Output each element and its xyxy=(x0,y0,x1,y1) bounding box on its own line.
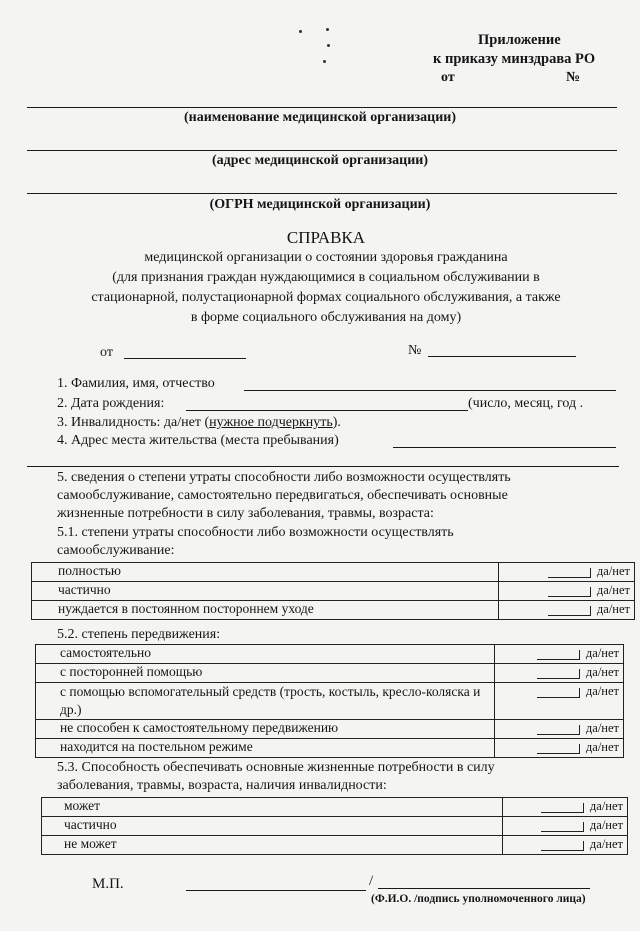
answer-cell[interactable] xyxy=(495,683,624,720)
answer-yes-no: да/нет xyxy=(585,721,619,735)
org-ogrn-label: (ОГРН медицинской организации) xyxy=(209,197,431,212)
table-row xyxy=(36,720,624,739)
table-row xyxy=(36,664,624,683)
table-row xyxy=(36,645,624,664)
answer-cell[interactable] xyxy=(495,720,624,739)
title-line-2: (для признания граждан нуждающимися в социальном обслуживании в xyxy=(112,270,540,285)
title-line-4: в форме социального обслуживания на дому) xyxy=(190,310,462,325)
answer-box[interactable] xyxy=(537,688,580,698)
order-reference: к приказу минздрава РО xyxy=(433,51,596,67)
mobility-option: с посторонней помощью xyxy=(36,664,495,683)
scan-speck xyxy=(326,28,329,31)
answer-yes-no: да/нет xyxy=(585,684,619,698)
answer-yes-no: да/нет xyxy=(589,799,623,813)
stamp-label: М.П. xyxy=(92,876,124,892)
mobility-option: находится на постельном режиме xyxy=(36,739,495,758)
field-address-label: 4. Адрес места жительства (места пребывания) xyxy=(57,433,339,448)
self-care-option: полностью xyxy=(32,563,499,582)
section51-title-1: 5.1. степени утраты способности либо возможности осуществлять xyxy=(57,525,454,540)
org-name-line xyxy=(27,107,617,108)
certificate-number-label: № xyxy=(408,343,422,358)
answer-box[interactable] xyxy=(537,725,580,735)
answer-cell[interactable] xyxy=(499,563,635,582)
signature-field[interactable] xyxy=(378,888,590,889)
title-line-3: стационарной, полустационарной формах социального обслуживания, а также xyxy=(91,290,561,305)
mobility-option: не способен к самостоятельному передвижению xyxy=(36,720,495,739)
field-birth-date-input[interactable] xyxy=(186,410,468,411)
answer-cell[interactable] xyxy=(499,582,635,601)
answer-box[interactable] xyxy=(537,744,580,754)
order-date-label: от xyxy=(441,70,455,85)
table-row xyxy=(42,798,628,817)
table-row xyxy=(36,683,624,720)
answer-box[interactable] xyxy=(537,650,580,660)
table-row xyxy=(42,817,628,836)
life-needs-option: не может xyxy=(42,836,503,855)
answer-cell[interactable] xyxy=(503,798,628,817)
answer-yes-no: да/нет xyxy=(585,740,619,754)
answer-cell[interactable] xyxy=(495,739,624,758)
answer-cell[interactable] xyxy=(495,645,624,664)
answer-box[interactable] xyxy=(548,568,591,578)
org-ogrn-line xyxy=(27,193,617,194)
field-address-input-line-2[interactable] xyxy=(27,466,619,467)
scan-speck xyxy=(327,44,330,47)
scan-speck xyxy=(323,60,326,63)
section5-intro-3: жизненные потребности в силу заболевания, травмы, возраста: xyxy=(57,506,434,521)
signature-name-field[interactable] xyxy=(186,890,366,891)
org-address-line xyxy=(27,150,617,151)
section53-title-2: заболевания, травмы, возраста, наличия инвалидности: xyxy=(57,778,387,793)
section53-title-1: 5.3. Способность обеспечивать основные жизненные потребности в силу xyxy=(57,760,495,775)
answer-box[interactable] xyxy=(548,587,591,597)
answer-yes-no: да/нет xyxy=(596,583,630,597)
answer-yes-no: да/нет xyxy=(589,837,623,851)
answer-yes-no: да/нет xyxy=(596,602,630,616)
answer-yes-no: да/нет xyxy=(596,564,630,578)
answer-box[interactable] xyxy=(537,669,580,679)
section52-title: 5.2. степень передвижения: xyxy=(57,627,221,642)
table-row xyxy=(32,601,635,620)
scan-speck xyxy=(299,30,302,33)
certificate-number-field[interactable] xyxy=(428,356,576,357)
answer-box[interactable] xyxy=(541,822,584,832)
answer-box[interactable] xyxy=(548,606,591,616)
field-disability-label: 3. Инвалидность: да/нет ( xyxy=(57,415,210,430)
answer-cell[interactable] xyxy=(499,601,635,620)
title-line-1: медицинской организации о состоянии здоровья гражданина xyxy=(144,250,508,265)
section5-intro-2: самообслуживание, самостоятельно передвигаться, обеспечивать основные xyxy=(57,488,508,503)
self-care-option: частично xyxy=(32,582,499,601)
answer-cell[interactable] xyxy=(503,836,628,855)
answer-box[interactable] xyxy=(541,803,584,813)
field-full-name-label: 1. Фамилия, имя, отчество xyxy=(57,376,215,391)
section51-title-2: самообслуживание: xyxy=(57,543,175,558)
table-mobility xyxy=(35,644,624,758)
table-row xyxy=(42,836,628,855)
answer-cell[interactable] xyxy=(503,817,628,836)
mobility-option: самостоятельно xyxy=(36,645,495,664)
org-address-label: (адрес медицинской организации) xyxy=(212,153,428,168)
table-row xyxy=(32,563,635,582)
field-birth-date-label: 2. Дата рождения: xyxy=(57,396,165,411)
life-needs-option: частично xyxy=(42,817,503,836)
appendix-heading: Приложение xyxy=(478,32,561,48)
certificate-date-label: от xyxy=(100,345,113,360)
order-number-label: № xyxy=(566,70,581,85)
signature-caption: (Ф.И.О. /подпись уполномоченного лица) xyxy=(371,893,586,905)
field-full-name-input[interactable] xyxy=(244,390,616,391)
field-disability-hint: нужное подчеркнуть xyxy=(209,415,333,430)
answer-box[interactable] xyxy=(541,841,584,851)
table-row xyxy=(32,582,635,601)
field-birth-date-hint: (число, месяц, год . xyxy=(468,396,584,411)
answer-yes-no: да/нет xyxy=(585,665,619,679)
certificate-date-field[interactable] xyxy=(124,358,246,359)
answer-yes-no: да/нет xyxy=(585,646,619,660)
self-care-option: нуждается в постоянном постороннем уходе xyxy=(32,601,499,620)
section5-intro-1: 5. сведения о степени утраты способности либо возможности осуществлять xyxy=(57,470,511,485)
field-address-input[interactable] xyxy=(393,447,616,448)
field-disability-end: ). xyxy=(332,415,341,430)
life-needs-option: может xyxy=(42,798,503,817)
org-name-label: (наименование медицинской организации) xyxy=(183,110,456,125)
mobility-option: с помощью вспомогательный средств (трость, костыль, кресло-коляска и др.) xyxy=(36,683,495,720)
table-row xyxy=(36,739,624,758)
table-life-needs xyxy=(41,797,628,855)
field-disability xyxy=(57,415,341,431)
document-title: СПРАВКА xyxy=(286,228,366,247)
table-self-care xyxy=(31,562,635,620)
answer-cell[interactable] xyxy=(495,664,624,683)
answer-yes-no: да/нет xyxy=(589,818,623,832)
signature-separator: / xyxy=(369,873,374,889)
